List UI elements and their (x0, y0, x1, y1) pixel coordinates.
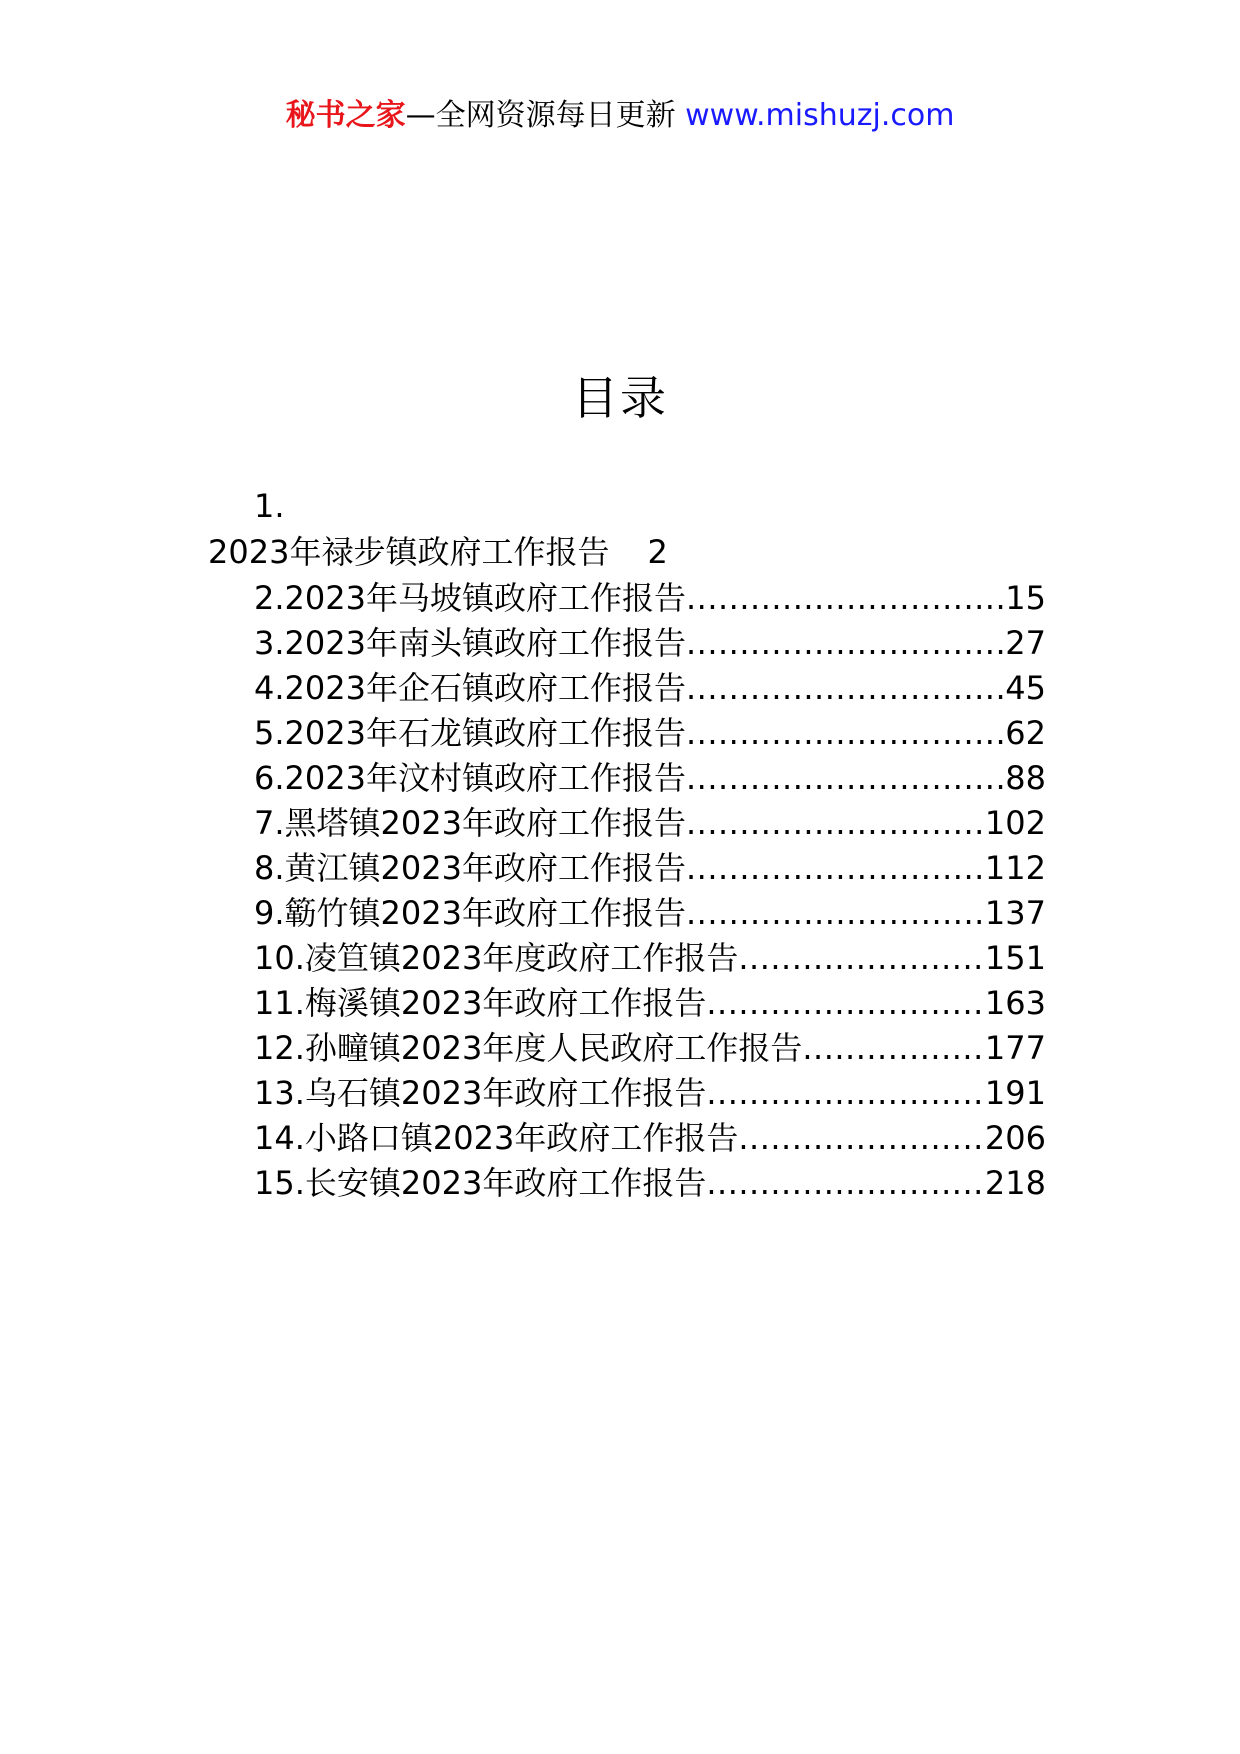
toc-item-text: 13.乌石镇2023年政府工作报告 (254, 1074, 707, 1112)
toc-dot-leader (686, 621, 1005, 665)
toc-item-page: 102 (984, 804, 1046, 842)
toc-item-page: 2 (647, 533, 668, 571)
toc-item[interactable] (254, 801, 1046, 845)
toc-dot-leader (686, 711, 1005, 755)
toc-item-page: 151 (984, 939, 1046, 977)
toc-item-text: 4.2023年企石镇政府工作报告 (254, 669, 686, 707)
toc-item-text: 2023年禄步镇政府工作报告 (208, 533, 610, 571)
toc-dot-leader (706, 1071, 985, 1115)
toc-dot-leader (686, 891, 985, 935)
toc-item-page: 206 (984, 1119, 1046, 1157)
brand-name: 秘书之家 (285, 98, 406, 133)
site-url-link[interactable]: www.mishuzj.com (685, 98, 955, 133)
toc-dot-leader (738, 936, 985, 980)
toc-item-text: 7.黑塔镇2023年政府工作报告 (254, 804, 686, 842)
toc-item-text: 2.2023年马坡镇政府工作报告 (254, 579, 686, 617)
toc-item-text: 11.梅溪镇2023年政府工作报告 (254, 984, 707, 1022)
toc-item-text: 10.凌笪镇2023年度政府工作报告 (254, 939, 739, 977)
toc-item[interactable] (254, 1071, 1046, 1115)
toc-item-page: 177 (984, 1029, 1046, 1067)
toc-item[interactable] (254, 621, 1046, 665)
toc-item[interactable] (254, 1161, 1046, 1205)
toc-item-page: 15 (1005, 579, 1046, 617)
toc-item-1[interactable] (208, 530, 668, 574)
toc-item-text: 6.2023年汶村镇政府工作报告 (254, 759, 686, 797)
toc-item-text: 9.簕竹镇2023年政府工作报告 (254, 894, 686, 932)
toc-dot-leader (686, 666, 1005, 710)
toc-item-page: 218 (984, 1164, 1046, 1202)
toc-item[interactable] (254, 891, 1046, 935)
header-slogan: —全网资源每日更新 (405, 98, 676, 133)
toc-item-page: 45 (1005, 669, 1046, 707)
toc-item[interactable] (254, 1116, 1046, 1160)
toc-item[interactable] (254, 666, 1046, 710)
toc-item[interactable] (254, 846, 1046, 890)
toc-item-text: 5.2023年石龙镇政府工作报告 (254, 714, 686, 752)
toc-item-page: 62 (1005, 714, 1046, 752)
toc-dot-leader (802, 1026, 985, 1070)
toc-item[interactable] (254, 936, 1046, 980)
toc-dot-leader (686, 576, 1005, 620)
toc-item-page: 137 (984, 894, 1046, 932)
site-header (0, 96, 1240, 136)
toc-item-text: 8.黄江镇2023年政府工作报告 (254, 849, 686, 887)
toc-dot-leader (738, 1116, 985, 1160)
toc-item-text: 12.孙疃镇2023年度人民政府工作报告 (254, 1029, 803, 1067)
toc-item-text: 14.小路口镇2023年政府工作报告 (254, 1119, 739, 1157)
toc-item[interactable] (254, 756, 1046, 800)
toc-item-text: 15.长安镇2023年政府工作报告 (254, 1164, 707, 1202)
toc-dot-leader (686, 846, 985, 890)
toc-item-text: 3.2023年南头镇政府工作报告 (254, 624, 686, 662)
toc-item-page: 163 (984, 984, 1046, 1022)
toc-dot-leader (706, 1161, 985, 1205)
toc-item[interactable] (254, 711, 1046, 755)
toc-item-1-number[interactable]: 1. (254, 487, 285, 525)
toc-item-page: 112 (984, 849, 1046, 887)
toc-dot-leader (706, 981, 985, 1025)
toc-item[interactable] (254, 1026, 1046, 1070)
toc-item-page: 88 (1005, 759, 1046, 797)
toc-dot-leader (686, 801, 985, 845)
toc-dot-leader (686, 756, 1005, 800)
toc-item-page: 191 (984, 1074, 1046, 1112)
toc-item[interactable] (254, 981, 1046, 1025)
toc-item-page: 27 (1005, 624, 1046, 662)
toc-item[interactable] (254, 576, 1046, 620)
page-title: 目录 (572, 371, 668, 425)
